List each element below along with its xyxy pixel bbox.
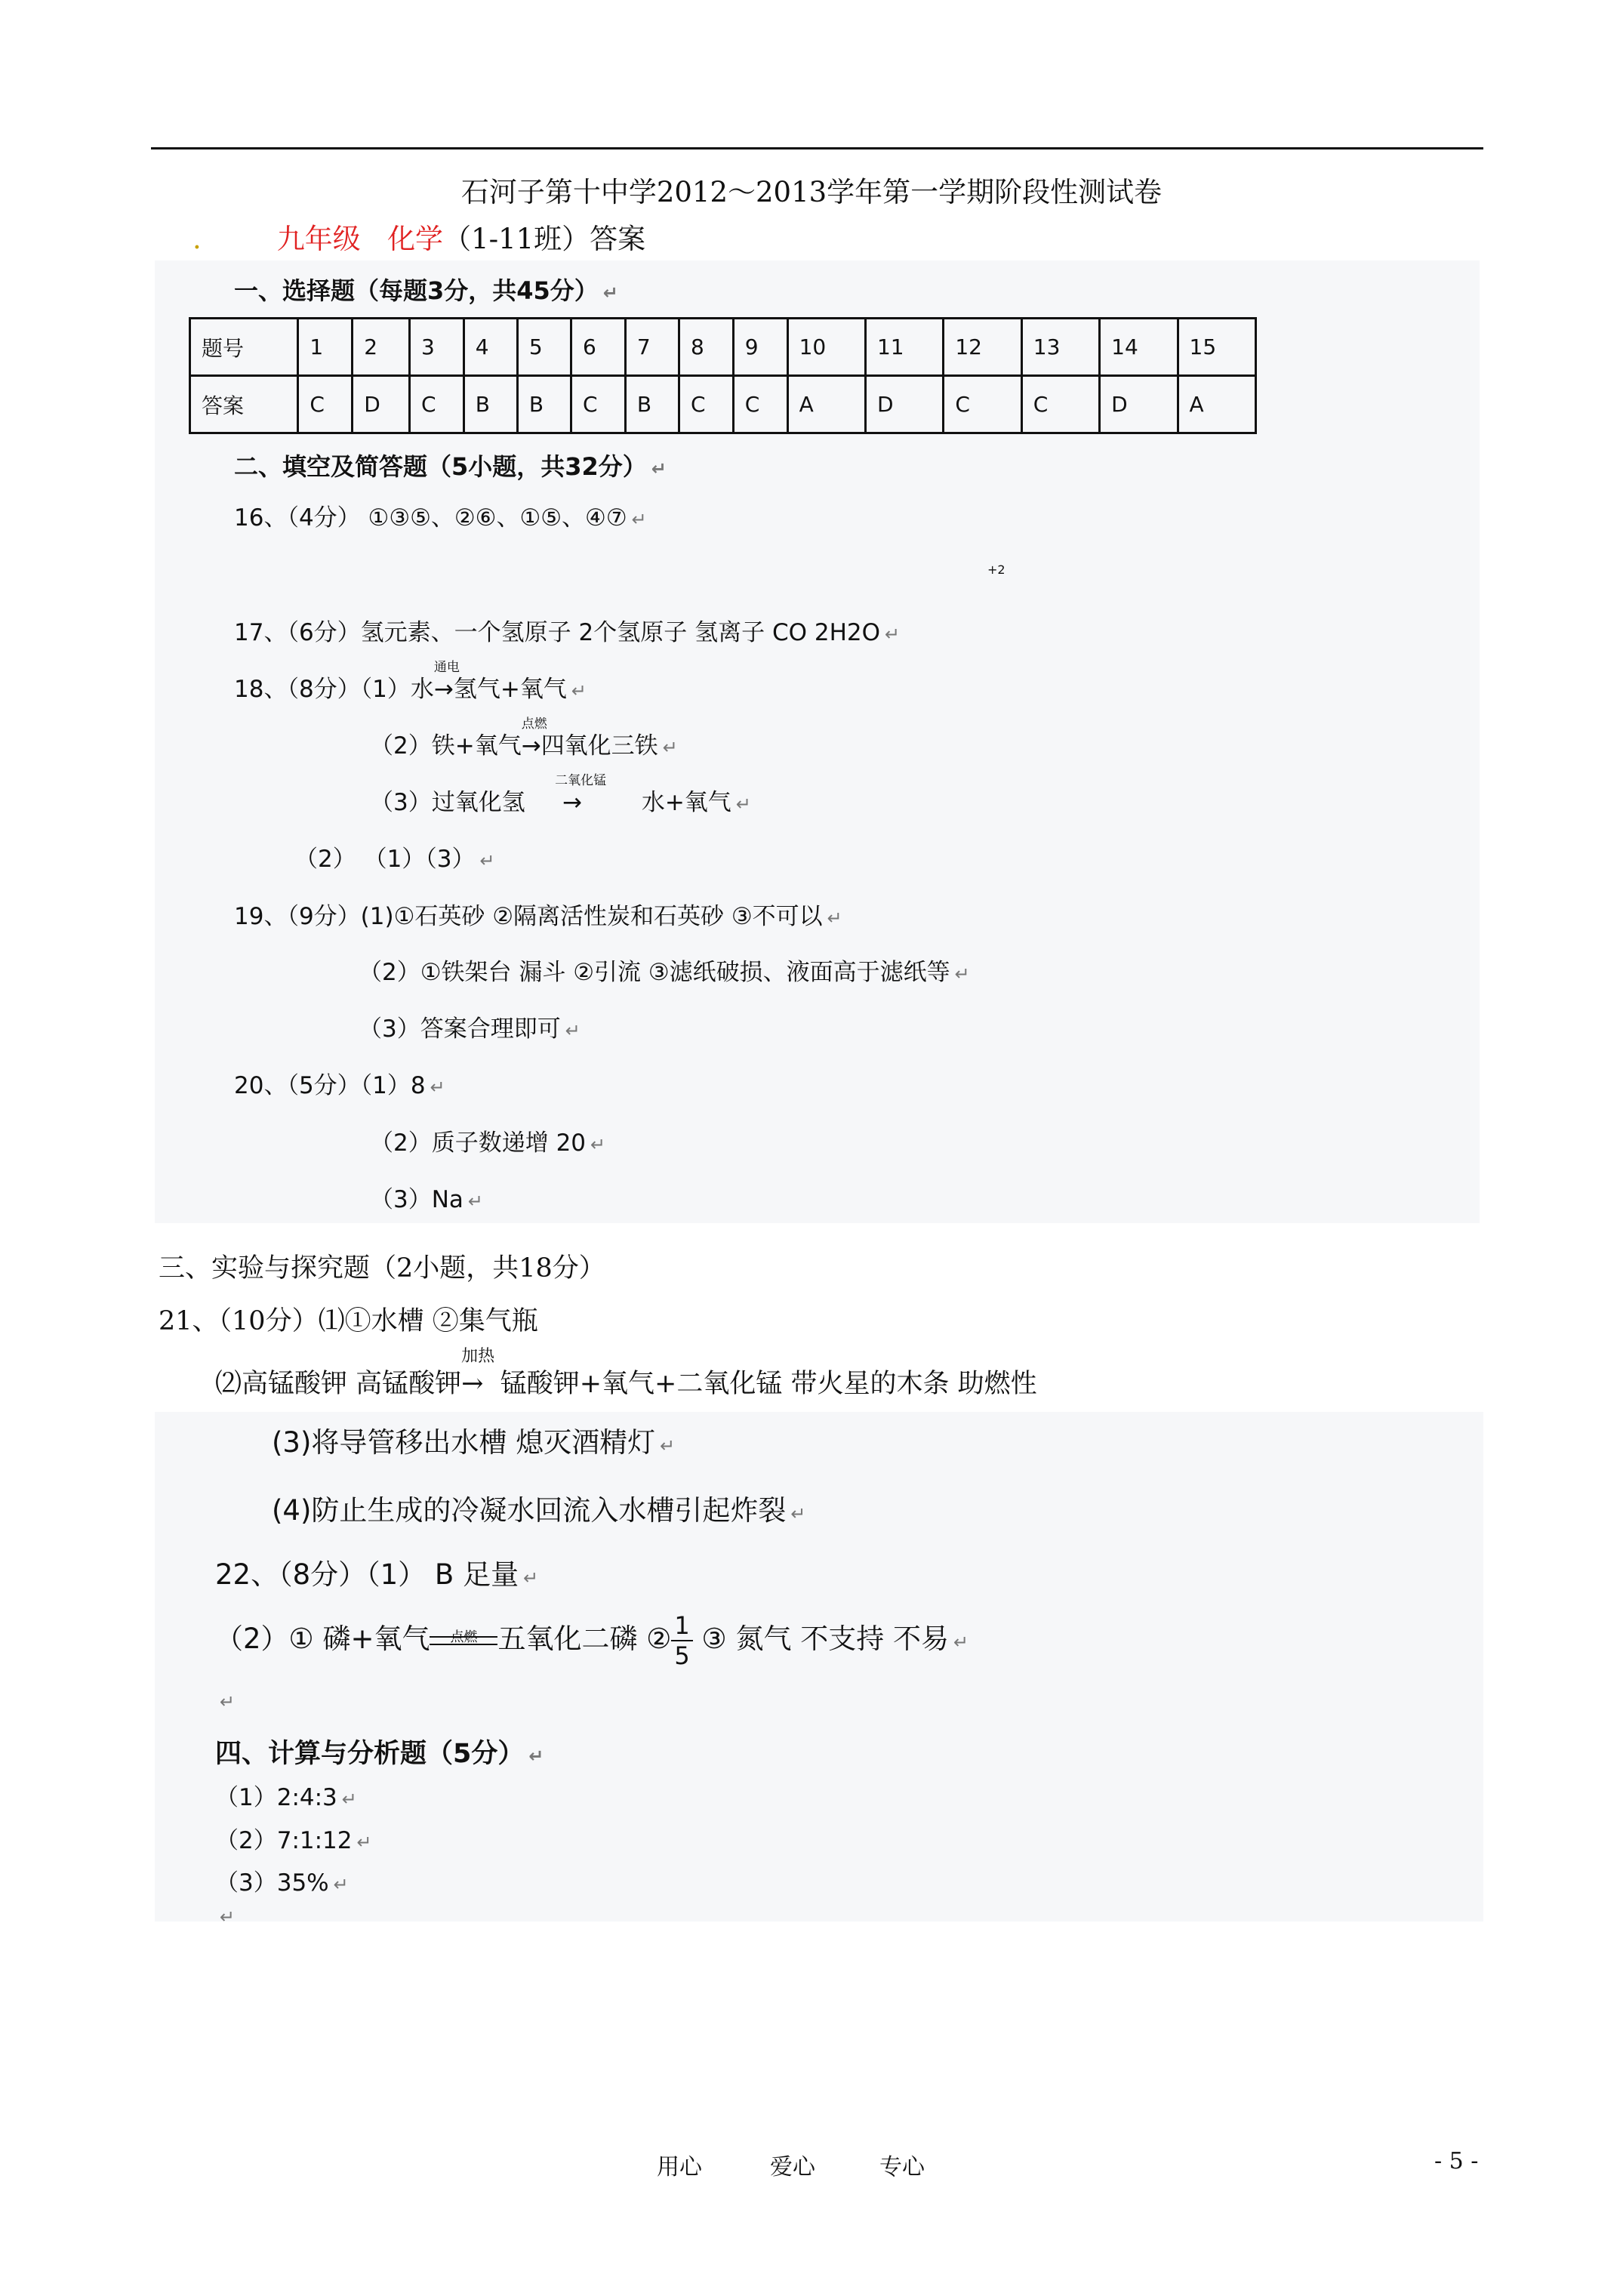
page-number: - 5 - bbox=[1434, 2148, 1479, 2174]
question-number: 7 bbox=[625, 319, 679, 376]
question-number: 15 bbox=[1178, 319, 1255, 376]
answer-q17: 17、（6分）氢元素、一个氢原子 2个氢原子 氢离子 CO 2H2O ↵ bbox=[234, 619, 901, 646]
answer-q18-extra: （2） （1）（3） ↵ bbox=[294, 846, 495, 873]
answer-cell: C bbox=[298, 376, 353, 433]
answer-q21-4: (4)防止生成的冷凝水回流入水槽引起炸裂 ↵ bbox=[272, 1494, 806, 1527]
question-number: 14 bbox=[1100, 319, 1178, 376]
row-label-answer: 答案 bbox=[190, 376, 298, 433]
footer-motto-2: 爱心 bbox=[770, 2154, 815, 2180]
reaction-arrow: 通电 → bbox=[433, 660, 460, 703]
answer-q21-1: 21、（10分）⑴①水槽 ②集气瓶 bbox=[159, 1306, 538, 1336]
answer-q20-3: （3）Na ↵ bbox=[370, 1186, 484, 1213]
question-number: 9 bbox=[733, 319, 787, 376]
subject-label: 化学 bbox=[387, 223, 444, 255]
answer-cell: A bbox=[787, 376, 865, 433]
answer-q21-3: (3)将导管移出水槽 熄灭酒精灯 ↵ bbox=[272, 1426, 676, 1459]
answer-q22-1: 22、（8分）（1） B 足量 ↵ bbox=[215, 1558, 539, 1591]
answer-cell: B bbox=[517, 376, 571, 433]
question-number: 2 bbox=[353, 319, 410, 376]
answer-cell: B bbox=[463, 376, 517, 433]
header-rule bbox=[151, 147, 1483, 149]
answer-q20-2: （2）质子数递增 20 ↵ bbox=[370, 1130, 606, 1157]
section3-heading: 三、实验与探究题（2小题，共18分） bbox=[159, 1253, 605, 1284]
reaction-arrow: 加热 → bbox=[461, 1347, 495, 1399]
grade-label: 九年级 bbox=[276, 223, 361, 255]
table-row-numbers bbox=[190, 319, 1256, 376]
row-label-number: 题号 bbox=[190, 319, 298, 376]
answer-calc-2: （2）7:1:12 ↵ bbox=[215, 1827, 372, 1854]
answer-q16: 16、（4分） ①③⑤、②⑥、①⑤、④⑦ ↵ bbox=[234, 504, 647, 532]
classes-label: （1-11班）答案 bbox=[443, 223, 646, 255]
question-number: 5 bbox=[517, 319, 571, 376]
answer-cell: C bbox=[409, 376, 463, 433]
answer-q20-1: 20、（5分）（1）8 ↵ bbox=[234, 1072, 445, 1099]
fraction-one-fifth: $\frac{1}{5}$ bbox=[671, 1611, 692, 1670]
section1-heading: 一、选择题（每题3分，共45分） ↵ bbox=[234, 276, 618, 305]
question-number: 12 bbox=[944, 319, 1021, 376]
answer-cell: D bbox=[353, 376, 410, 433]
answer-cell: A bbox=[1178, 376, 1255, 433]
footer-motto-1: 用心 bbox=[657, 2154, 702, 2180]
answer-q21-2: ⑵高锰酸钾 高锰酸钾 加热 → 锰酸钾+氧气+二氧化锰 带火星的木条 助燃性 bbox=[215, 1347, 1037, 1399]
answer-cell: D bbox=[1100, 376, 1178, 433]
reaction-equals: 点燃 bbox=[430, 1608, 497, 1670]
answer-cell: D bbox=[865, 376, 943, 433]
reaction-arrow: 二氧化锰 → bbox=[555, 773, 607, 816]
subtitle-dot: . bbox=[192, 223, 202, 255]
question-number: 6 bbox=[571, 319, 626, 376]
answer-q18-3: （3）过氧化氢 二氧化锰 → 水+氧气 ↵ bbox=[370, 773, 751, 816]
question-number: 4 bbox=[463, 319, 517, 376]
answer-cell: C bbox=[1021, 376, 1099, 433]
answer-q19-3: （3）答案合理即可 ↵ bbox=[359, 1015, 581, 1043]
answer-cell: B bbox=[625, 376, 679, 433]
answer-cell: C bbox=[571, 376, 626, 433]
answer-q22-2: （2）① 磷+氧气 点燃 五氧化二磷 ② $\frac{1}{5}$ ③ 氮气 不支持 不易 ↵ bbox=[215, 1608, 969, 1673]
q17-valence-mark: +2 bbox=[987, 562, 1006, 577]
table-row-answers bbox=[190, 376, 1256, 433]
answer-q18-2: （2）铁+氧气 点燃 →四氧化三铁 ↵ bbox=[370, 717, 678, 760]
document-subtitle bbox=[192, 216, 645, 257]
section4-heading: 四、计算与分析题（5分） ↵ bbox=[215, 1739, 544, 1769]
answer-cell: C bbox=[679, 376, 733, 433]
answer-cell: C bbox=[733, 376, 787, 433]
question-number: 11 bbox=[865, 319, 943, 376]
footer-motto-3: 专心 bbox=[879, 2154, 925, 2180]
section2-heading: 二、填空及简答题（5小题，共32分） ↵ bbox=[234, 452, 667, 481]
answer-cell: C bbox=[944, 376, 1021, 433]
document-title: 石河子第十中学2012～2013学年第一学期阶段性测试卷 bbox=[460, 176, 1163, 208]
question-number: 10 bbox=[787, 319, 865, 376]
answer-q19-1: 19、（9分）(1)①石英砂 ②隔离活性炭和石英砂 ③不可以 ↵ bbox=[234, 903, 842, 930]
answer-calc-3: （3）35% ↵ bbox=[215, 1869, 349, 1897]
question-number: 13 bbox=[1021, 319, 1099, 376]
question-number: 1 bbox=[298, 319, 353, 376]
answer-calc-1: （1）2:4:3 ↵ bbox=[215, 1784, 357, 1811]
blank-line-mark: ↵ bbox=[220, 1906, 236, 1928]
question-number: 8 bbox=[679, 319, 733, 376]
answer-q19-2: （2）①铁架台 漏斗 ②引流 ③滤纸破损、液面高于滤纸等 ↵ bbox=[359, 959, 970, 986]
answer-table bbox=[189, 317, 1257, 434]
answer-q18-1: 18、（8分）（1）水 通电 →氢气+氧气 ↵ bbox=[234, 660, 587, 703]
question-number: 3 bbox=[409, 319, 463, 376]
blank-line-mark: ↵ bbox=[220, 1691, 236, 1712]
reaction-arrow: 点燃 → bbox=[521, 717, 547, 760]
